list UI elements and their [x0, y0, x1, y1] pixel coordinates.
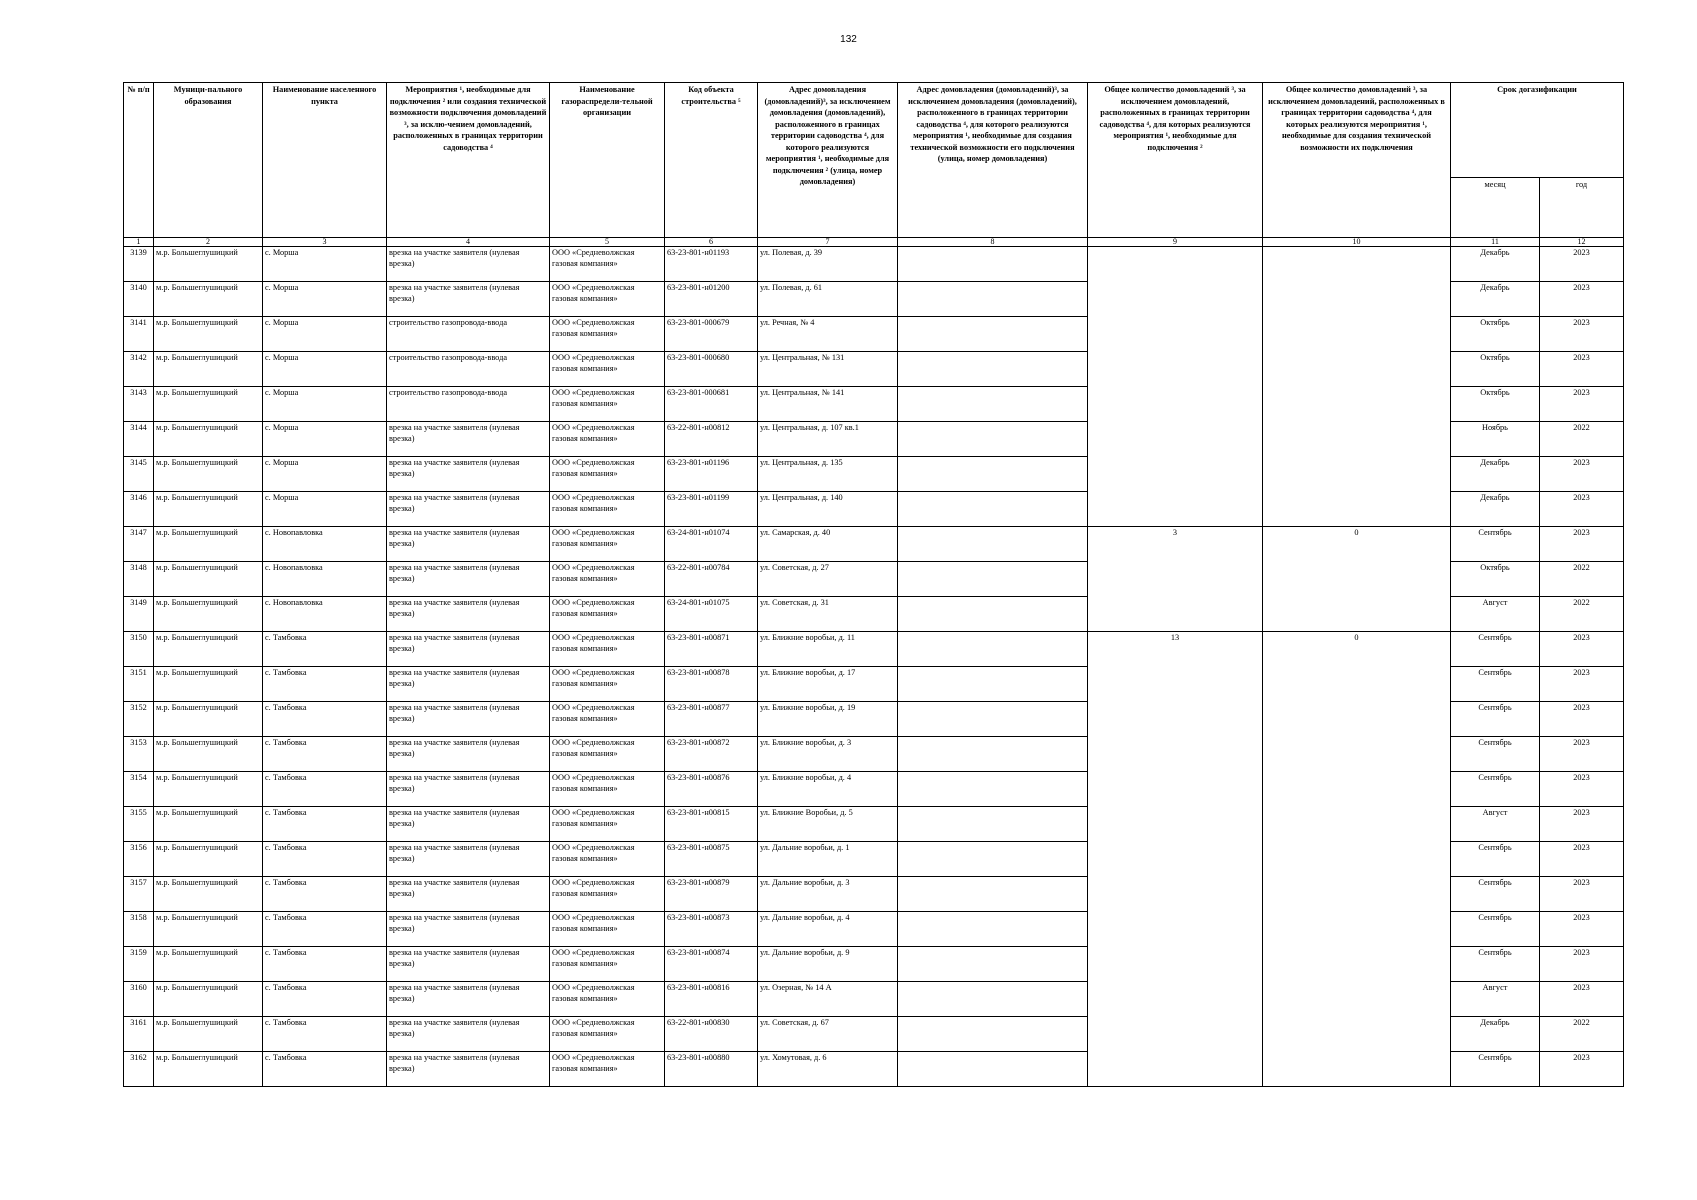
settlement: с. Морша: [263, 317, 387, 352]
address: ул. Ближние воробьи, д. 11: [758, 632, 898, 667]
term-month: Сентябрь: [1451, 632, 1540, 667]
header-measures: Мероприятия ¹, необходимые для подключения ² или создания технической возможности подключения домовладений ³, за исклю-чением домовладений, расположенных в границах территории садоводства ⁴: [387, 83, 550, 238]
municipality: м.р. Большеглушицкий: [154, 387, 263, 422]
row-number: 3151: [124, 667, 154, 702]
address: ул. Дальние воробьи, д. 4: [758, 912, 898, 947]
address: ул. Самарская, д. 40: [758, 527, 898, 562]
header-month: месяц: [1451, 178, 1540, 238]
object-code: 63-23-801-н00816: [665, 982, 758, 1017]
measure: врезка на участке заявителя (нулевая врезка): [387, 527, 550, 562]
settlement: с. Тамбовка: [263, 632, 387, 667]
measure: строительство газопровода-ввода: [387, 317, 550, 352]
object-code: 63-24-801-н01074: [665, 527, 758, 562]
object-code: 63-23-801-н01193: [665, 247, 758, 282]
address-tech: [898, 352, 1088, 387]
header-year: год: [1540, 178, 1624, 238]
header-settlement: Наименование населенного пункта: [263, 83, 387, 238]
settlement: с. Тамбовка: [263, 877, 387, 912]
gas-org: ООО «Средневолжская газовая компания»: [550, 632, 665, 667]
settlement: с. Морша: [263, 492, 387, 527]
gas-org: ООО «Средневолжская газовая компания»: [550, 317, 665, 352]
row-number: 3161: [124, 1017, 154, 1052]
measure: врезка на участке заявителя (нулевая врезка): [387, 247, 550, 282]
address: ул. Дальние воробьи, д. 1: [758, 842, 898, 877]
column-number: 5: [550, 238, 665, 247]
gas-org: ООО «Средневолжская газовая компания»: [550, 352, 665, 387]
settlement: с. Новопавловка: [263, 527, 387, 562]
header-address-connection: Адрес домовладения (домовладений)³, за исключением домовладения (домовладений), расположенного в границах территории садоводства ⁴, для которого реализуются мероприятия ¹, необходимые для подключения ² (улица, номер домовладения): [758, 83, 898, 238]
gas-org: ООО «Средневолжская газовая компания»: [550, 492, 665, 527]
address: ул. Центральная, д. 135: [758, 457, 898, 492]
address-tech: [898, 282, 1088, 317]
column-number: 8: [898, 238, 1088, 247]
term-year: 2023: [1540, 702, 1624, 737]
term-month: Август: [1451, 807, 1540, 842]
row-number: 3144: [124, 422, 154, 457]
header-address-tech: Адрес домовладения (домовладений)³, за исключением домовладения (домовладений), расположенного в границах территории садоводства ⁴, для которого реализуются мероприятия ¹, необходимые для создания технической возможности его подключения (улица, номер домовладения): [898, 83, 1088, 238]
row-number: 3143: [124, 387, 154, 422]
gas-org: ООО «Средневолжская газовая компания»: [550, 387, 665, 422]
row-number: 3159: [124, 947, 154, 982]
settlement: с. Морша: [263, 457, 387, 492]
term-month: Сентябрь: [1451, 527, 1540, 562]
gas-org: ООО «Средневолжская газовая компания»: [550, 772, 665, 807]
gas-org: ООО «Средневолжская газовая компания»: [550, 1052, 665, 1087]
settlement: с. Тамбовка: [263, 1052, 387, 1087]
measure: врезка на участке заявителя (нулевая врезка): [387, 702, 550, 737]
address-tech: [898, 387, 1088, 422]
column-number: 7: [758, 238, 898, 247]
address-tech: [898, 877, 1088, 912]
address: ул. Центральная, д. 107 кв.1: [758, 422, 898, 457]
settlement: с. Тамбовка: [263, 842, 387, 877]
column-number: 1: [124, 238, 154, 247]
gas-org: ООО «Средневолжская газовая компания»: [550, 877, 665, 912]
term-month: Сентябрь: [1451, 702, 1540, 737]
term-year: 2023: [1540, 457, 1624, 492]
term-year: 2023: [1540, 527, 1624, 562]
settlement: с. Тамбовка: [263, 772, 387, 807]
settlement: с. Морша: [263, 422, 387, 457]
municipality: м.р. Большеглушицкий: [154, 807, 263, 842]
object-code: 63-23-801-н00880: [665, 1052, 758, 1087]
settlement: с. Новопавловка: [263, 562, 387, 597]
row-number: 3153: [124, 737, 154, 772]
term-year: 2023: [1540, 387, 1624, 422]
total-tech: [1263, 247, 1451, 527]
settlement: с. Тамбовка: [263, 737, 387, 772]
address: ул. Речная, № 4: [758, 317, 898, 352]
term-year: 2022: [1540, 1017, 1624, 1052]
table-body: [124, 238, 1624, 1087]
term-year: 2023: [1540, 247, 1624, 282]
term-year: 2023: [1540, 842, 1624, 877]
header-municipality: Муници-пального образования: [154, 83, 263, 238]
address-tech: [898, 562, 1088, 597]
object-code: 63-23-801-000681: [665, 387, 758, 422]
municipality: м.р. Большеглушицкий: [154, 947, 263, 982]
gas-org: ООО «Средневолжская газовая компания»: [550, 457, 665, 492]
term-year: 2022: [1540, 597, 1624, 632]
total-connection: 13: [1088, 632, 1263, 1087]
measure: врезка на участке заявителя (нулевая врезка): [387, 1052, 550, 1087]
term-year: 2022: [1540, 562, 1624, 597]
term-month: Октябрь: [1451, 352, 1540, 387]
measure: врезка на участке заявителя (нулевая врезка): [387, 632, 550, 667]
address-tech: [898, 527, 1088, 562]
settlement: с. Тамбовка: [263, 807, 387, 842]
term-month: Октябрь: [1451, 562, 1540, 597]
address: ул. Хомутовая, д. 6: [758, 1052, 898, 1087]
measure: врезка на участке заявителя (нулевая врезка): [387, 562, 550, 597]
object-code: 63-23-801-н00878: [665, 667, 758, 702]
address-tech: [898, 1052, 1088, 1087]
measure: врезка на участке заявителя (нулевая врезка): [387, 282, 550, 317]
term-year: 2023: [1540, 632, 1624, 667]
term-month: Август: [1451, 597, 1540, 632]
header-gas-org: Наименование газораспредели-тельной организации: [550, 83, 665, 238]
row-number: 3157: [124, 877, 154, 912]
term-year: 2023: [1540, 982, 1624, 1017]
address-tech: [898, 492, 1088, 527]
measure: врезка на участке заявителя (нулевая врезка): [387, 842, 550, 877]
gas-org: ООО «Средневолжская газовая компания»: [550, 807, 665, 842]
row-number: 3142: [124, 352, 154, 387]
gas-org: ООО «Средневолжская газовая компания»: [550, 422, 665, 457]
row-number: 3160: [124, 982, 154, 1017]
term-year: 2023: [1540, 317, 1624, 352]
gas-org: ООО «Средневолжская газовая компания»: [550, 562, 665, 597]
row-number: 3158: [124, 912, 154, 947]
measure: строительство газопровода-ввода: [387, 387, 550, 422]
term-year: 2023: [1540, 947, 1624, 982]
row-number: 3139: [124, 247, 154, 282]
municipality: м.р. Большеглушицкий: [154, 597, 263, 632]
term-month: Сентябрь: [1451, 877, 1540, 912]
table-row: [124, 527, 1624, 562]
address: ул. Ближние воробьи, д. 17: [758, 667, 898, 702]
municipality: м.р. Большеглушицкий: [154, 912, 263, 947]
object-code: 63-23-801-н01199: [665, 492, 758, 527]
term-month: Октябрь: [1451, 317, 1540, 352]
gas-org: ООО «Средневолжская газовая компания»: [550, 947, 665, 982]
header-total-connection: Общее количество домовладений ³, за исключением домовладений, расположенных в границах территории садоводства ⁴, для которых реализуются мероприятия ¹, необходимые для подключения ²: [1088, 83, 1263, 238]
gas-org: ООО «Средневолжская газовая компания»: [550, 667, 665, 702]
address: ул. Ближние воробьи, д. 3: [758, 737, 898, 772]
municipality: м.р. Большеглушицкий: [154, 667, 263, 702]
address: ул. Советская, д. 67: [758, 1017, 898, 1052]
total-tech: 0: [1263, 632, 1451, 1087]
municipality: м.р. Большеглушицкий: [154, 842, 263, 877]
term-year: 2023: [1540, 772, 1624, 807]
column-number: 12: [1540, 238, 1624, 247]
term-month: Ноябрь: [1451, 422, 1540, 457]
term-year: 2023: [1540, 737, 1624, 772]
measure: врезка на участке заявителя (нулевая врезка): [387, 737, 550, 772]
address-tech: [898, 1017, 1088, 1052]
term-month: Декабрь: [1451, 492, 1540, 527]
municipality: м.р. Большеглушицкий: [154, 702, 263, 737]
object-code: 63-24-801-н01075: [665, 597, 758, 632]
municipality: м.р. Большеглушицкий: [154, 247, 263, 282]
term-year: 2023: [1540, 1052, 1624, 1087]
object-code: 63-23-801-н01196: [665, 457, 758, 492]
address: ул. Ближние воробьи, д. 4: [758, 772, 898, 807]
total-tech: 0: [1263, 527, 1451, 632]
term-month: Сентябрь: [1451, 737, 1540, 772]
header-row: [124, 83, 1624, 178]
address-tech: [898, 597, 1088, 632]
address-tech: [898, 842, 1088, 877]
municipality: м.р. Большеглушицкий: [154, 1017, 263, 1052]
address: ул. Советская, д. 31: [758, 597, 898, 632]
page-number: 132: [840, 34, 857, 45]
column-number: 11: [1451, 238, 1540, 247]
address: ул. Озерная, № 14 А: [758, 982, 898, 1017]
column-number: 6: [665, 238, 758, 247]
settlement: с. Морша: [263, 282, 387, 317]
object-code: 63-23-801-н00877: [665, 702, 758, 737]
header-object-code: Код объекта строительства ⁵: [665, 83, 758, 238]
row-number: 3146: [124, 492, 154, 527]
term-month: Сентябрь: [1451, 1052, 1540, 1087]
row-number: 3141: [124, 317, 154, 352]
row-number: 3150: [124, 632, 154, 667]
measure: строительство газопровода-ввода: [387, 352, 550, 387]
object-code: 63-23-801-н00815: [665, 807, 758, 842]
row-number: 3152: [124, 702, 154, 737]
address: ул. Центральная, № 141: [758, 387, 898, 422]
municipality: м.р. Большеглушицкий: [154, 457, 263, 492]
column-number: 3: [263, 238, 387, 247]
row-number: 3145: [124, 457, 154, 492]
term-year: 2023: [1540, 352, 1624, 387]
header-total-tech: Общее количество домовладений ³, за исключением домовладений, расположенных в границах территории садоводства ⁴, для которых реализуются мероприятия ¹, необходимые для создания технической возможности их подключения: [1263, 83, 1451, 238]
address-tech: [898, 667, 1088, 702]
table-row: [124, 632, 1624, 667]
header-term: Срок догазификации: [1451, 83, 1624, 178]
address: ул. Центральная, д. 140: [758, 492, 898, 527]
measure: врезка на участке заявителя (нулевая врезка): [387, 457, 550, 492]
measure: врезка на участке заявителя (нулевая врезка): [387, 1017, 550, 1052]
municipality: м.р. Большеглушицкий: [154, 1052, 263, 1087]
total-connection: [1088, 247, 1263, 527]
table-row: [124, 247, 1624, 282]
address: ул. Ближние воробьи, д. 19: [758, 702, 898, 737]
settlement: с. Морша: [263, 352, 387, 387]
address-tech: [898, 702, 1088, 737]
measure: врезка на участке заявителя (нулевая врезка): [387, 947, 550, 982]
column-numbers-row: [124, 238, 1624, 247]
column-number: 10: [1263, 238, 1451, 247]
term-year: 2023: [1540, 492, 1624, 527]
row-number: 3140: [124, 282, 154, 317]
address-tech: [898, 947, 1088, 982]
address: ул. Дальние воробьи, д. 3: [758, 877, 898, 912]
row-number: 3162: [124, 1052, 154, 1087]
total-connection: 3: [1088, 527, 1263, 632]
term-month: Сентябрь: [1451, 842, 1540, 877]
term-month: Октябрь: [1451, 387, 1540, 422]
address: ул. Полевая, д. 61: [758, 282, 898, 317]
term-month: Сентябрь: [1451, 772, 1540, 807]
row-number: 3154: [124, 772, 154, 807]
municipality: м.р. Большеглушицкий: [154, 737, 263, 772]
measure: врезка на участке заявителя (нулевая врезка): [387, 422, 550, 457]
measure: врезка на участке заявителя (нулевая врезка): [387, 492, 550, 527]
settlement: с. Тамбовка: [263, 912, 387, 947]
term-year: 2023: [1540, 282, 1624, 317]
gas-org: ООО «Средневолжская газовая компания»: [550, 737, 665, 772]
term-month: Декабрь: [1451, 457, 1540, 492]
municipality: м.р. Большеглушицкий: [154, 772, 263, 807]
gas-org: ООО «Средневолжская газовая компания»: [550, 247, 665, 282]
address: ул. Полевая, д. 39: [758, 247, 898, 282]
object-code: 63-22-801-н00830: [665, 1017, 758, 1052]
municipality: м.р. Большеглушицкий: [154, 527, 263, 562]
settlement: с. Тамбовка: [263, 1017, 387, 1052]
address-tech: [898, 247, 1088, 282]
term-year: 2022: [1540, 422, 1624, 457]
gas-org: ООО «Средневолжская газовая компания»: [550, 597, 665, 632]
term-month: Сентябрь: [1451, 667, 1540, 702]
object-code: 63-23-801-н00872: [665, 737, 758, 772]
address: ул. Центральная, № 131: [758, 352, 898, 387]
address-tech: [898, 737, 1088, 772]
municipality: м.р. Большеглушицкий: [154, 282, 263, 317]
address: ул. Дальние воробьи, д. 9: [758, 947, 898, 982]
object-code: 63-22-801-н00784: [665, 562, 758, 597]
municipality: м.р. Большеглушицкий: [154, 982, 263, 1017]
column-number: 2: [154, 238, 263, 247]
row-number: 3149: [124, 597, 154, 632]
address-tech: [898, 807, 1088, 842]
address-tech: [898, 912, 1088, 947]
settlement: с. Новопавловка: [263, 597, 387, 632]
municipality: м.р. Большеглушицкий: [154, 632, 263, 667]
column-number: 9: [1088, 238, 1263, 247]
term-month: Сентябрь: [1451, 912, 1540, 947]
term-month: Декабрь: [1451, 1017, 1540, 1052]
settlement: с. Морша: [263, 387, 387, 422]
settlement: с. Тамбовка: [263, 947, 387, 982]
row-number: 3155: [124, 807, 154, 842]
address: ул. Ближние Воробьи, д. 5: [758, 807, 898, 842]
term-month: Декабрь: [1451, 282, 1540, 317]
object-code: 63-23-801-н00871: [665, 632, 758, 667]
municipality: м.р. Большеглушицкий: [154, 877, 263, 912]
row-number: 3156: [124, 842, 154, 877]
header-number: № п/п: [124, 83, 154, 238]
term-year: 2023: [1540, 807, 1624, 842]
settlement: с. Тамбовка: [263, 667, 387, 702]
term-month: Декабрь: [1451, 247, 1540, 282]
municipality: м.р. Большеглушицкий: [154, 422, 263, 457]
object-code: 63-23-801-000680: [665, 352, 758, 387]
object-code: 63-22-801-н00812: [665, 422, 758, 457]
term-year: 2023: [1540, 877, 1624, 912]
gas-org: ООО «Средневолжская газовая компания»: [550, 1017, 665, 1052]
term-month: Август: [1451, 982, 1540, 1017]
address-tech: [898, 632, 1088, 667]
gas-org: ООО «Средневолжская газовая компания»: [550, 842, 665, 877]
object-code: 63-23-801-000679: [665, 317, 758, 352]
gas-org: ООО «Средневолжская газовая компания»: [550, 282, 665, 317]
gasification-table: [123, 82, 1624, 1087]
term-month: Сентябрь: [1451, 947, 1540, 982]
address: ул. Советская, д. 27: [758, 562, 898, 597]
measure: врезка на участке заявителя (нулевая врезка): [387, 772, 550, 807]
column-number: 4: [387, 238, 550, 247]
object-code: 63-23-801-н01200: [665, 282, 758, 317]
gas-org: ООО «Средневолжская газовая компания»: [550, 527, 665, 562]
object-code: 63-23-801-н00873: [665, 912, 758, 947]
address-tech: [898, 317, 1088, 352]
settlement: с. Тамбовка: [263, 702, 387, 737]
object-code: 63-23-801-н00874: [665, 947, 758, 982]
object-code: 63-23-801-н00875: [665, 842, 758, 877]
row-number: 3147: [124, 527, 154, 562]
gas-org: ООО «Средневолжская газовая компания»: [550, 912, 665, 947]
address-tech: [898, 982, 1088, 1017]
municipality: м.р. Большеглушицкий: [154, 562, 263, 597]
municipality: м.р. Большеглушицкий: [154, 492, 263, 527]
municipality: м.р. Большеглушицкий: [154, 317, 263, 352]
term-year: 2023: [1540, 667, 1624, 702]
gas-org: ООО «Средневолжская газовая компания»: [550, 982, 665, 1017]
address-tech: [898, 772, 1088, 807]
term-year: 2023: [1540, 912, 1624, 947]
measure: врезка на участке заявителя (нулевая врезка): [387, 597, 550, 632]
settlement: с. Тамбовка: [263, 982, 387, 1017]
municipality: м.р. Большеглушицкий: [154, 352, 263, 387]
measure: врезка на участке заявителя (нулевая врезка): [387, 877, 550, 912]
settlement: с. Морша: [263, 247, 387, 282]
row-number: 3148: [124, 562, 154, 597]
measure: врезка на участке заявителя (нулевая врезка): [387, 912, 550, 947]
gas-org: ООО «Средневолжская газовая компания»: [550, 702, 665, 737]
object-code: 63-23-801-н00879: [665, 877, 758, 912]
measure: врезка на участке заявителя (нулевая врезка): [387, 667, 550, 702]
address-tech: [898, 422, 1088, 457]
measure: врезка на участке заявителя (нулевая врезка): [387, 807, 550, 842]
address-tech: [898, 457, 1088, 492]
measure: врезка на участке заявителя (нулевая врезка): [387, 982, 550, 1017]
object-code: 63-23-801-н00876: [665, 772, 758, 807]
